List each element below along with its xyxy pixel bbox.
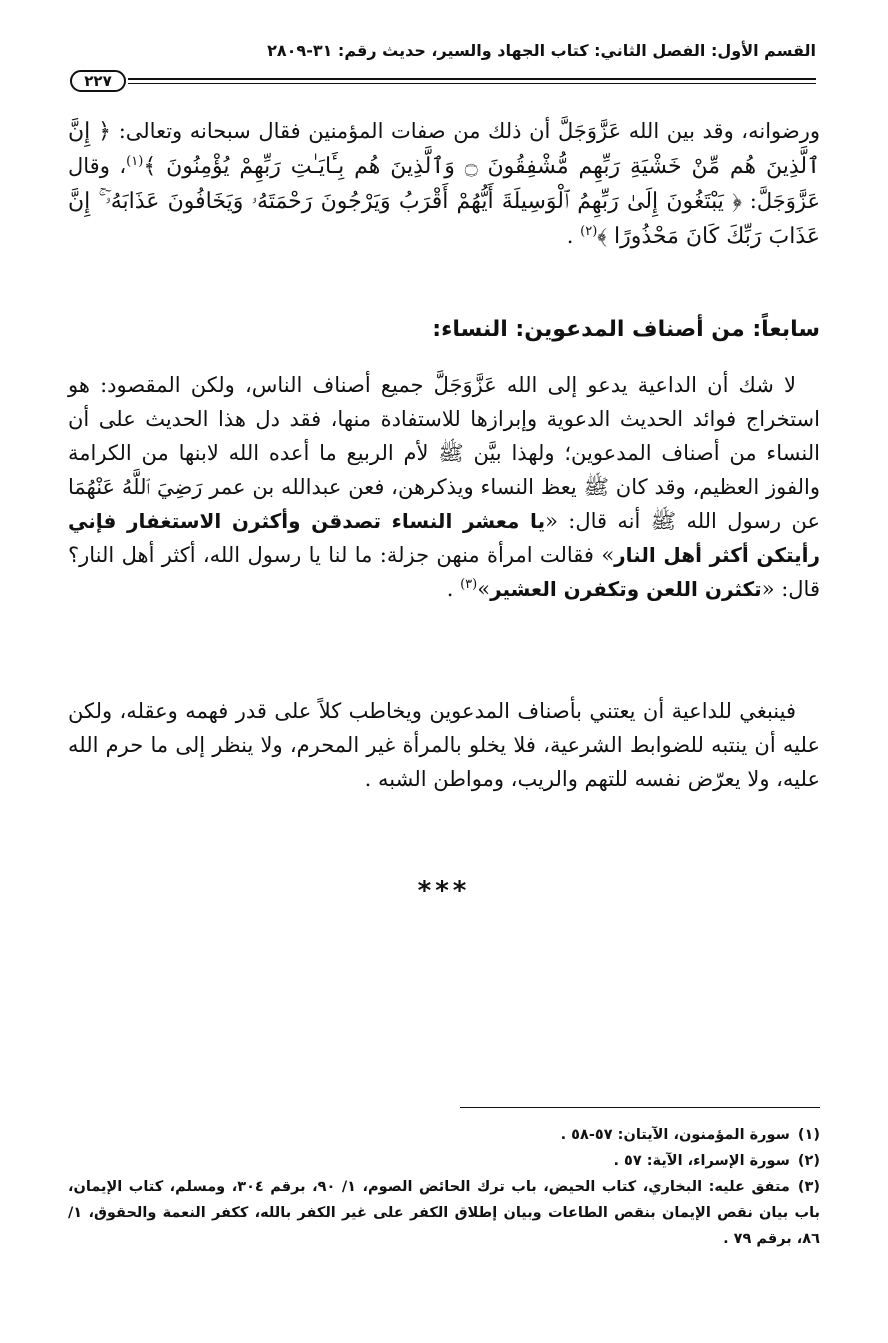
- footnote-text: متفق عليه: البخاري، كتاب الحيض، باب ترك الحائض الصوم، ١/ ٩٠، برقم ٣٠٤، ومسلم، كتاب الإيمان، باب بيان نقص الإيمان بنقص الطاعات وبيان إطلاق الكفر على غير الكفر بالله، ككفر النعمة والحقوق، ١/ ٨٦، برقم ٧٩ .: [68, 1179, 820, 1247]
- footnote-ref: (١): [126, 154, 144, 169]
- hadith-text: تكثرن اللعن وتكفرن العشير: [490, 577, 762, 601]
- women-paragraph: [68, 368, 820, 606]
- footnotes: [68, 1122, 820, 1252]
- hadith-text: يا معشر النساء تصدقن وأكثرن الاستغفار فإني رأيتكن أكثر أهل النار: [68, 509, 820, 567]
- paragraph: فينبغي للداعية أن يعتني بأصناف المدعوين ويخاطب كلاً على قدر فهمه وعقله، ولكن عليه أن ينتبه للضوابط الشرعية، فلا يخلو بالمرأة غير المحرم، ولا ينظر إلى ما حرم الله عليه، ولا يعرّض نفسه للتهم والريب، ومواطن الشبه .: [68, 699, 820, 791]
- footnote: [68, 1122, 820, 1148]
- section-separator: ***: [417, 876, 471, 906]
- text-run: .: [566, 224, 581, 248]
- text-run: لا شك أن الداعية يدعو إلى الله: [496, 373, 796, 397]
- text-run: :: [741, 189, 757, 213]
- section-heading: سابعاً: من أصناف المدعوين: النساء:: [432, 317, 820, 342]
- text-run: جميع أصناف الناس، ولكن المقصود: هو استخراج فوائد الحديث الدعوية وإبرازها للاستفادة منها، فقد دل هذا الحديث على أن النساء من أصناف المدعوين؛ ولهذا بيَّن: [68, 373, 820, 465]
- paragraph: [68, 368, 820, 606]
- salla-allah-glyph: ﷺ: [438, 441, 464, 465]
- text-run: عن رسول الله: [676, 509, 820, 533]
- text-run: » فقالت امرأة منهن جزلة: ما لنا يا رسول الله، أكثر أهل النار؟ قال: «: [68, 543, 820, 601]
- page-number: ٢٢٧: [70, 70, 126, 92]
- honorific-azza-wajall: عَزَّوَجَلَّ: [433, 373, 497, 397]
- text-run: ورضوانه، وقد بين الله: [621, 119, 820, 143]
- footnote-rule: [460, 1107, 820, 1108]
- paragraph: [68, 114, 820, 254]
- text-run: يعظ النساء ويذكرهن، فعن عبدالله بن عمر: [202, 475, 584, 499]
- footnote-text: سورة المؤمنون، الآيتان: ٥٧-٥٨ .: [560, 1127, 790, 1143]
- footnote: [68, 1148, 820, 1174]
- footnote-number: (٢): [797, 1153, 820, 1169]
- honorific-azza-wajall: عَزَّوَجَلَّ: [756, 189, 820, 213]
- radiya-allah-glyph: رَضِيَ ٱللَّهُ عَنْهُمَا: [68, 475, 203, 499]
- footnote-number: (٣): [797, 1179, 820, 1195]
- text-run: أنه قال: «: [545, 509, 651, 533]
- footnote: [68, 1174, 820, 1252]
- footnote-ref: (٣): [460, 577, 478, 592]
- quran-verse: ﴿ إِنَّ ٱلَّذِينَ هُم مِّنْ خَشْيَةِ رَبِّهِم مُّشْفِقُونَ ۝ وَٱلَّذِينَ هُم بِـَٔايَـٰتِ رَبِّهِمْ يُؤْمِنُونَ ﴾: [68, 119, 820, 179]
- footnote-number: (١): [797, 1127, 820, 1143]
- salla-allah-glyph: ﷺ: [650, 509, 677, 533]
- footnote-ref: (٢): [580, 224, 598, 239]
- conclusion-paragraph: [68, 694, 820, 796]
- text-run: أن ذلك من صفات المؤمنين فقال سبحانه وتعالى:: [118, 119, 558, 143]
- text-run: ، وقال: [68, 154, 127, 178]
- header-rule: [128, 78, 816, 84]
- verses-paragraph: [68, 114, 820, 254]
- running-header: القسم الأول: الفصل الثاني: كتاب الجهاد والسير، حديث رقم: ٣١-٢٨٠٩: [267, 41, 816, 60]
- text-run: لأم الربيع ما أعده الله لابنها من الكرامة والفوز العظيم، وقد كان: [68, 441, 820, 499]
- salla-allah-glyph: ﷺ: [583, 475, 609, 499]
- text-run: .: [446, 577, 461, 601]
- footnote-text: سورة الإسراء، الآية: ٥٧ .: [613, 1153, 790, 1169]
- honorific-azza-wajall: عَزَّوَجَلَّ: [557, 119, 622, 143]
- text-run: »: [477, 577, 491, 601]
- quran-verse: ﴿ يَبْتَغُونَ إِلَىٰ رَبِّهِمُ ٱلْوَسِيلَةَ أَيُّهُمْ أَقْرَبُ وَيَرْجُونَ رَحْمَتَهُۥ وَيَخَافُونَ عَذَابَهُۥٓ ۚ إِنَّ عَذَابَ رَبِّكَ كَانَ مَحْذُورًا ﴾: [68, 189, 820, 249]
